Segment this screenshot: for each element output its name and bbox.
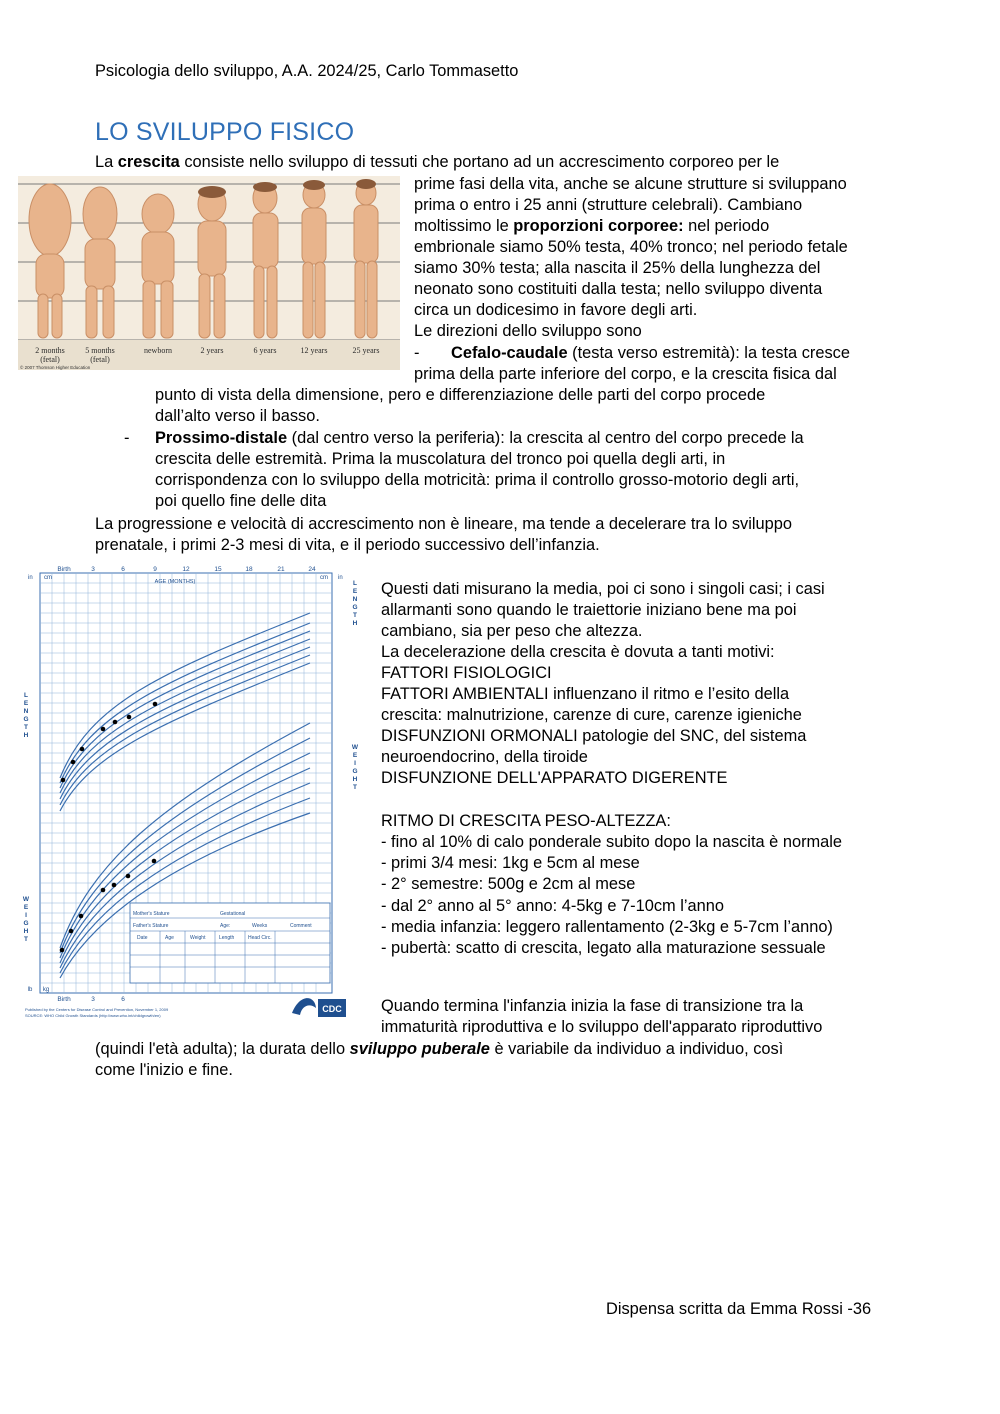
bullet2-line2: crescita delle estremità. Prima la muscolatura del tronco poi quella degli arti, in bbox=[155, 450, 726, 468]
page-header: Psicologia dello sviluppo, A.A. 2024/25, Carlo Tommasetto bbox=[95, 62, 519, 80]
svg-text:T: T bbox=[24, 936, 28, 943]
svg-text:18: 18 bbox=[245, 566, 253, 573]
bullet1-line2: prima della parte inferiore del corpo, e la crescita fisica dal bbox=[414, 365, 837, 383]
svg-text:12: 12 bbox=[182, 566, 190, 573]
svg-text:in: in bbox=[28, 575, 33, 581]
para4-line5: - dal 2° anno al 5° anno: 4-5kg e 7-10cm l’anno bbox=[381, 897, 724, 915]
body-proportions-figure bbox=[18, 176, 400, 370]
growth-chart-illustration bbox=[20, 563, 370, 1025]
para1-line2: prime fasi della vita, anche se alcune strutture si sviluppano bbox=[414, 175, 847, 193]
svg-text:SOURCE: WHO Child Growth Stand: SOURCE: WHO Child Growth Standards (http://www.who.int/childgrowth/en) bbox=[25, 1013, 161, 1018]
svg-text:cm: cm bbox=[320, 575, 328, 581]
para1-line4: moltissimo le proporzioni corporee: nel periodo bbox=[414, 217, 770, 235]
svg-text:Birth: Birth bbox=[57, 566, 71, 573]
svg-text:Weeks: Weeks bbox=[252, 923, 268, 929]
para3-line6: FATTORI AMBIENTALI influenzano il ritmo e l’esito della bbox=[381, 685, 790, 703]
para1-line1: La crescita consiste nello sviluppo di tessuti che portano ad un accrescimento corporeo per le bbox=[95, 153, 780, 171]
para3-line1: Questi dati misurano la media, poi ci sono i singoli casi; i casi bbox=[381, 580, 825, 598]
svg-text:Father's Stature: Father's Stature bbox=[133, 923, 169, 929]
para1-line6: siamo 30% testa; alla nascita il 25% della lunghezza del bbox=[414, 259, 821, 277]
svg-text:CDC: CDC bbox=[322, 1004, 342, 1014]
svg-text:H: H bbox=[23, 732, 29, 739]
bullet1-line3: punto di vista della dimensione, pero e differenziazione delle parti del corpo procede bbox=[155, 386, 766, 404]
svg-text:Age:: Age: bbox=[220, 923, 231, 929]
para3-line3: cambiano, sia per peso che altezza. bbox=[381, 622, 643, 640]
svg-text:E: E bbox=[23, 700, 29, 707]
svg-text:kg: kg bbox=[42, 987, 50, 993]
svg-text:cm: cm bbox=[44, 575, 52, 581]
para4-line4: - 2° semestre: 500g e 2cm al mese bbox=[381, 875, 636, 893]
para2-line1: La progressione e velocità di accrescimento non è lineare, ma tende a decelerare tra lo sviluppo bbox=[95, 515, 793, 533]
para1-line9: Le direzioni dello sviluppo sono bbox=[414, 322, 642, 340]
para5-line3: (quindi l'età adulta); la durata dello sviluppo puberale è variabile da individuo a individuo, così bbox=[95, 1040, 784, 1058]
svg-text:G: G bbox=[352, 768, 358, 775]
svg-text:Published by the Centers for D: Published by the Centers for Disease Control and Prevention, November 1, 2009 bbox=[25, 1007, 169, 1012]
label-25-years: 25 years bbox=[352, 346, 380, 355]
svg-text:6: 6 bbox=[121, 996, 125, 1003]
svg-text:Comment: Comment bbox=[290, 923, 312, 929]
para4-line3: - primi 3/4 mesi: 1kg e 5cm al mese bbox=[381, 854, 640, 872]
svg-text:T: T bbox=[353, 612, 357, 619]
para3-line4: La decelerazione della crescita è dovuta a tanti motivi: bbox=[381, 643, 775, 661]
para1-line8: circa un dodicesimo in favore degli arti. bbox=[414, 301, 698, 319]
svg-text:Gestational: Gestational bbox=[220, 911, 246, 917]
svg-text:6: 6 bbox=[121, 566, 125, 573]
section-title: LO SVILUPPO FISICO bbox=[95, 118, 355, 146]
svg-text:E: E bbox=[352, 752, 358, 759]
para4-line1: RITMO DI CRESCITA PESO-ALTEZZA: bbox=[381, 812, 671, 830]
para5-line1: Quando termina l'infanzia inizia la fase di transizione tra la bbox=[381, 997, 804, 1015]
para4-line7: - pubertà: scatto di crescita, legato alla maturazione sessuale bbox=[381, 939, 826, 957]
svg-text:N: N bbox=[23, 708, 29, 715]
svg-text:Birth: Birth bbox=[57, 996, 71, 1003]
svg-text:H: H bbox=[352, 620, 358, 627]
svg-text:24: 24 bbox=[308, 566, 316, 573]
svg-text:Age: Age bbox=[165, 935, 174, 941]
bullet2-line1: Prossimo-distale (dal centro verso la periferia): la crescita al centro del corpo precede la bbox=[155, 429, 804, 447]
label-12-years: 12 years bbox=[300, 346, 328, 355]
bullet1-line4: dall’alto verso il basso. bbox=[155, 407, 320, 425]
bullet2-line3: corrispondenza con lo sviluppo della motricità: prima il controllo grosso-motorio degli arti, bbox=[155, 471, 800, 489]
figure-credit: © 2007 Thomson Higher Education bbox=[20, 365, 91, 370]
svg-text:(fetal): (fetal) bbox=[40, 355, 60, 364]
para3-line2: allarmanti sono quando le traiettorie iniziano bene ma poi bbox=[381, 601, 797, 619]
label-newborn: newborn bbox=[144, 346, 172, 355]
label-2-years: 2 years bbox=[200, 346, 224, 355]
svg-text:Mother's Stature: Mother's Stature bbox=[133, 911, 170, 917]
growth-chart-figure bbox=[20, 563, 370, 1025]
label-2-months: 2 months bbox=[35, 346, 65, 355]
svg-text:3: 3 bbox=[91, 566, 95, 573]
para3-line8: DISFUNZIONI ORMONALI patologie del SNC, del sistema bbox=[381, 727, 807, 745]
label-5-months: 5 months bbox=[85, 346, 115, 355]
para1-line3: prima o entro i 25 anni (strutture celebrali). Cambiano bbox=[414, 196, 803, 214]
body-proportions-illustration bbox=[18, 176, 400, 370]
para3-line9: neuroendocrino, della tiroide bbox=[381, 748, 588, 766]
svg-text:N: N bbox=[352, 596, 358, 603]
para4-line2: - fino al 10% di calo ponderale subito dopo la nascita è normale bbox=[381, 833, 843, 851]
svg-text:E: E bbox=[23, 904, 29, 911]
bullet1-line1: Cefalo-caudale (testa verso estremità): la testa cresce bbox=[451, 344, 850, 362]
svg-text:I: I bbox=[25, 912, 27, 919]
svg-text:Weight: Weight bbox=[190, 935, 206, 941]
para4-line6: - media infanzia: leggero rallentamento (2-3kg e 5-7cm l’anno) bbox=[381, 918, 833, 936]
para3-line5: FATTORI FISIOLOGICI bbox=[381, 664, 552, 682]
svg-text:in: in bbox=[338, 575, 343, 581]
para1-line7: neonato sono costituiti dalla testa; nello sviluppo diventa bbox=[414, 280, 823, 298]
svg-text:G: G bbox=[23, 716, 29, 723]
svg-text:Date: Date bbox=[137, 935, 148, 941]
svg-text:T: T bbox=[24, 724, 28, 731]
para5-line2: immaturità riproduttiva e lo sviluppo dell'apparato riproduttivo bbox=[381, 1018, 823, 1036]
svg-text:L: L bbox=[353, 580, 357, 587]
bullet2-dash: - bbox=[124, 429, 130, 447]
svg-text:21: 21 bbox=[277, 566, 285, 573]
svg-text:W: W bbox=[351, 744, 359, 751]
svg-text:lb: lb bbox=[27, 987, 33, 993]
svg-text:9: 9 bbox=[153, 566, 157, 573]
bullet1-dash: - bbox=[414, 344, 420, 362]
para2-line2: prenatale, i primi 2-3 mesi di vita, e il periodo successivo dell’infanzia. bbox=[95, 536, 600, 554]
para3-line10: DISFUNZIONE DELL'APPARATO DIGERENTE bbox=[381, 769, 728, 787]
para1-line5: embrionale siamo 50% testa, 40% tronco; nel periodo fetale bbox=[414, 238, 848, 256]
bullet2-line4: poi quello fine delle dita bbox=[155, 492, 327, 510]
svg-text:T: T bbox=[353, 784, 357, 791]
svg-text:(fetal): (fetal) bbox=[90, 355, 110, 364]
svg-text:I: I bbox=[354, 760, 356, 767]
svg-text:W: W bbox=[22, 896, 30, 903]
svg-text:Length: Length bbox=[219, 935, 235, 941]
svg-text:AGE (MONTHS): AGE (MONTHS) bbox=[154, 579, 196, 585]
svg-text:3: 3 bbox=[91, 996, 95, 1003]
label-6-years: 6 years bbox=[253, 346, 277, 355]
para3-line7: crescita: malnutrizione, carenze di cure, carenze igieniche bbox=[381, 706, 802, 724]
svg-text:15: 15 bbox=[214, 566, 222, 573]
svg-text:H: H bbox=[23, 928, 29, 935]
svg-text:E: E bbox=[352, 588, 358, 595]
svg-text:Head Circ.: Head Circ. bbox=[248, 935, 272, 941]
para5-line4: come l'inizio e fine. bbox=[95, 1061, 233, 1079]
svg-text:G: G bbox=[23, 920, 29, 927]
svg-text:L: L bbox=[24, 692, 28, 699]
svg-text:G: G bbox=[352, 604, 358, 611]
page-footer: Dispensa scritta da Emma Rossi -36 bbox=[606, 1300, 872, 1318]
svg-text:H: H bbox=[352, 776, 358, 783]
